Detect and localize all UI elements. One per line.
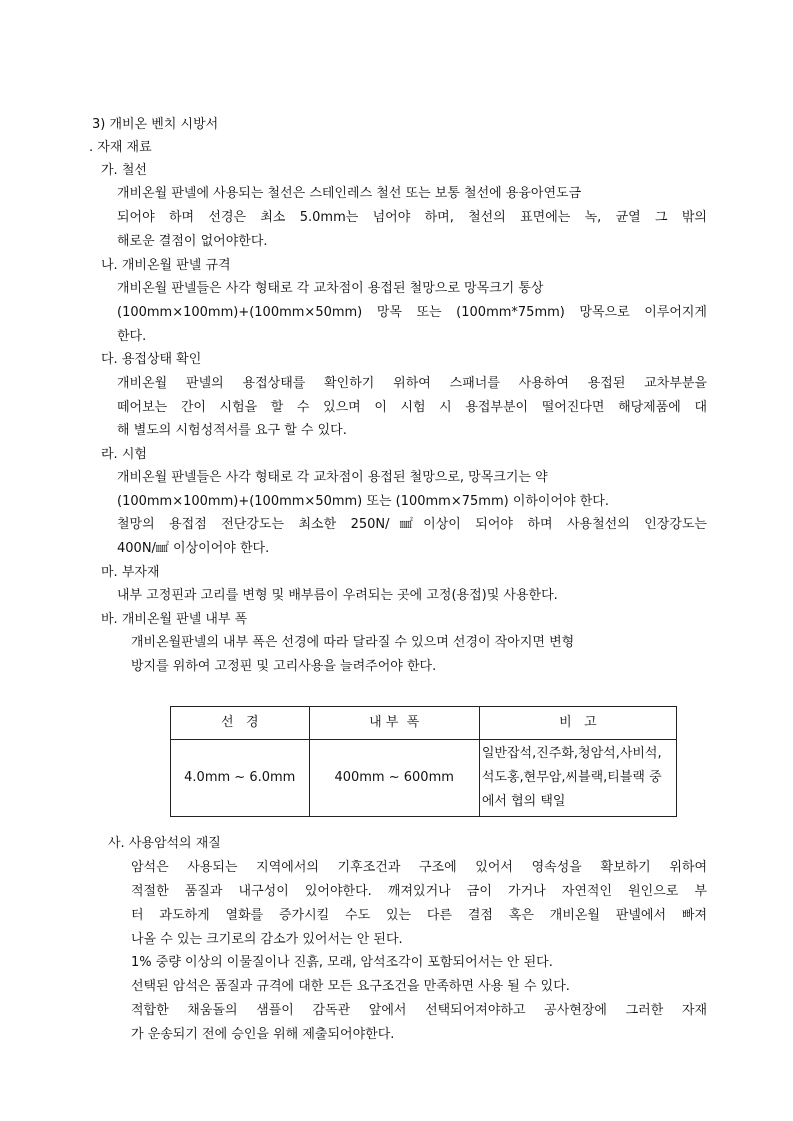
heading-sa: 사. 사용암석의 재질	[108, 836, 221, 851]
paragraph-line: 나올 수 있는 크기로의 감소가 있어서는 안 된다.	[131, 932, 403, 947]
table-header-diameter: 선 경	[171, 707, 310, 740]
paragraph-line: 한다.	[117, 329, 147, 344]
paragraph-line: 400N/㎟ 이상이어야 한다.	[117, 541, 270, 556]
section-subtitle: . 자재 재료	[89, 140, 152, 155]
paragraph-line: (100mm×100mm)+(100mm×50mm) 망목 또는 (100mm*75mm) 망목으로 이루어지게	[117, 305, 707, 320]
paragraph-line: 되어야 하며 선경은 최소 5.0mm는 넘어야 하며, 철선의 표면에는 녹, 균열 그 밖의	[117, 210, 707, 225]
paragraph-line: 해로운 결점이 없어야한다.	[117, 234, 268, 249]
paragraph-line: 개비온월판넬의 내부 폭은 선경에 따라 달라질 수 있으며 선경이 작아지면 변형	[131, 635, 575, 650]
gabion-spec-table	[170, 706, 677, 817]
paragraph-line: 내부 고정핀과 고리를 변형 및 배부름이 우려되는 곳에 고정(용접)및 사용한다.	[117, 588, 558, 603]
heading-na: 나. 개비온월 판넬 규격	[101, 258, 231, 273]
heading-ma: 마. 부자재	[101, 565, 160, 580]
paragraph-line: 개비온월 판넬의 용접상태를 확인하기 위하여 스패너를 사용하여 용접된 교차부분을	[117, 376, 707, 391]
paragraph-line: 터 과도하게 열화를 증가시킬 수도 있는 다른 결점 혹은 개비온월 판넬에서 빠져	[131, 908, 707, 923]
paragraph-line: 적절한 품질과 내구성이 있어야한다. 깨져있거나 금이 가거나 자연적인 원인으로 부	[131, 884, 707, 899]
table-cell-inner-width: 400mm ~ 600mm	[309, 740, 479, 817]
paragraph-line: 개비온월 판넬에 사용되는 철선은 스테인레스 철선 또는 보통 철선에 용융아연도금	[117, 186, 582, 201]
heading-da: 다. 용접상태 확인	[101, 352, 202, 367]
heading-ga: 가. 철선	[101, 163, 147, 178]
paragraph-line: 개비온월 판넬들은 사각 형태로 각 교차점이 용접된 철망으로 망목크기 통상	[117, 281, 544, 296]
paragraph-line: 떼어보는 간이 시험을 할 수 있으며 이 시험 시 용접부분이 떨어진다면 해당제품에 대	[117, 400, 707, 415]
paragraph-line: 개비온월 판넬들은 사각 형태로 각 교차점이 용접된 철망으로, 망목크기는 약	[117, 470, 548, 485]
paragraph-line: (100mm×100mm)+(100mm×50mm) 또는 (100mm×75mm) 이하이어야 한다.	[117, 494, 609, 509]
section-title: 3) 개비온 벤치 시방서	[92, 117, 219, 132]
table-row	[171, 740, 677, 817]
table-header-note: 비 고	[479, 707, 676, 740]
paragraph-line: 1% 중량 이상의 이물질이나 진흙, 모래, 암석조각이 포함되어서는 안 된다.	[131, 955, 553, 970]
table-cell-diameter: 4.0mm ~ 6.0mm	[171, 740, 310, 817]
paragraph-line: 방지를 위하여 고정핀 및 고리사용을 늘려주어야 한다.	[131, 659, 437, 674]
paragraph-line: 해 별도의 시험성적서를 요구 할 수 있다.	[117, 423, 347, 438]
paragraph-line: 철망의 용접점 전단강도는 최소한 250N/㎟이상이 되어야 하며 사용철선의 인장강도는	[117, 517, 707, 532]
paragraph-line: 암석은 사용되는 지역에서의 기후조건과 구조에 있어서 영속성을 확보하기 위하여	[131, 860, 707, 875]
paragraph-line: 적합한 채움돌의 샘플이 감독관 앞에서 선택되어져야하고 공사현장에 그러한 자재	[131, 1003, 707, 1018]
table-header-inner-width: 내 부 폭	[309, 707, 479, 740]
paragraph-line: 가 운송되기 전에 승인을 위해 제출되어야한다.	[131, 1027, 395, 1042]
heading-ra: 라. 시험	[101, 447, 147, 462]
paragraph-line: 선택된 암석은 품질과 규격에 대한 모든 요구조건을 만족하면 사용 될 수 있다.	[131, 979, 570, 994]
heading-ba: 바. 개비온월 판넬 내부 폭	[101, 612, 248, 627]
table-cell-note: 일반잡석,진주화,청암석,사비석,석도홍,현무암,씨블랙,티블랙 중에서 협의 택일	[479, 740, 676, 817]
table-header-row	[171, 707, 677, 740]
